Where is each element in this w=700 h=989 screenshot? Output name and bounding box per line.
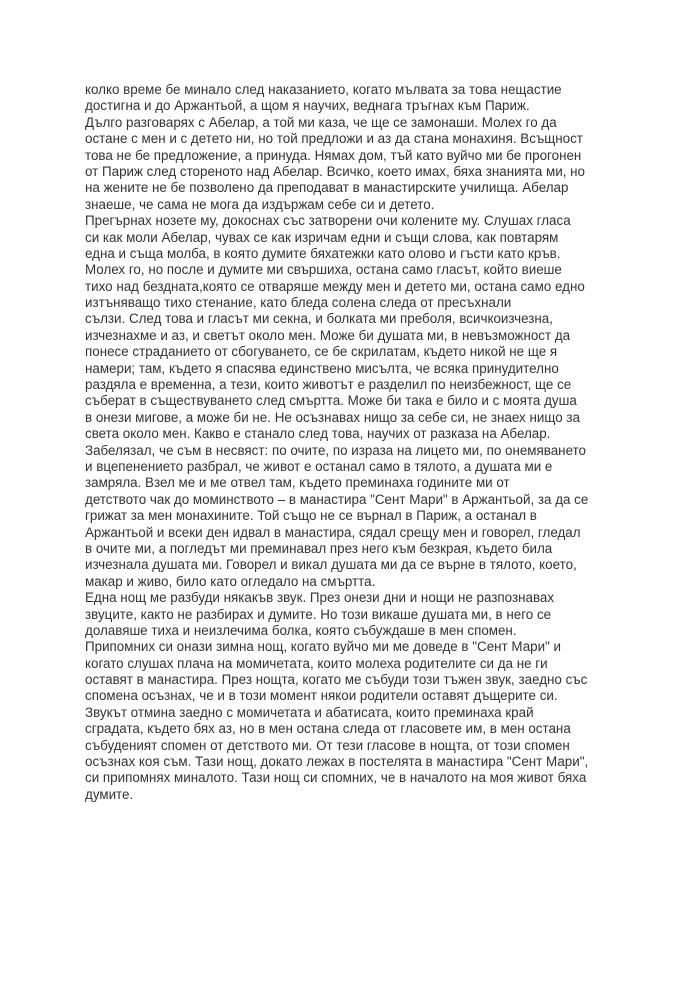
text-line: една и съща молба, в която думите бяхатежки като олово и гъсти като кръв. — [85, 245, 561, 261]
text-line: това не бе предложение, а принуда. Нямах дом, тъй като вуйчо ми бе прогонен — [85, 147, 582, 163]
text-line: от Париж след стореното над Абелар. Всичко, което имах, бяха знанията ми, но — [85, 163, 585, 179]
text-line: долавяше тиха и неизлечима болка, която събуждаше в мен спомен. — [85, 622, 517, 638]
text-line: осъзнах коя съм. Тази нощ, докато лежах в постелята в манастира "Сент Мари", — [85, 754, 589, 770]
text-line: Една нощ ме разбуди някакъв звук. През онези дни и нощи не разпознавах — [85, 590, 555, 606]
text-line: в онези мигове, а може би не. Не осъзнавах нищо за себе си, не знаех нищо за — [85, 409, 580, 425]
text-line: макар и живо, било като огледало на смъртта. — [85, 573, 376, 589]
text-line: детството чак до моминството – в манастира "Сент Мари" в Аржантьой, за да се — [85, 491, 589, 507]
text-line: знаеше, че сама не мога да издържам себе си и детето. — [85, 196, 435, 212]
text-line: тихо над бездната,която се отваряше между мен и детето ми, остана само едно — [85, 278, 585, 294]
text-line: сълзи. След това и гласът ми секна, и болката ми преболя, всичкоизчезна, — [85, 311, 553, 327]
text-line: изтъняващо тихо стенание, като бледа солена следа от пресъхнали — [85, 295, 512, 311]
text-line: грижат за мен монахините. Той също не се върнал в Париж, а останал в — [85, 508, 537, 524]
text-line: света около мен. Какво е станало след това, научих от разказа на Абелар. — [85, 426, 551, 442]
text-line: изчезнахме и аз, и светът около мен. Може би душата ми, в невъзможност да — [85, 327, 571, 343]
text-line: Дълго разговарях с Абелар, а той ми каза, че ще се замонаши. Молех го да — [85, 114, 557, 130]
text-line: Припомних си онази зимна нощ, когато вуйчо ми ме доведе в "Сент Мари" и — [85, 639, 562, 655]
text-line: замряла. Взел ме и ме отвел там, където преминаха годините ми от — [85, 475, 510, 491]
text-line: на жените не бе позволено да преподават в манастирските училища. Абелар — [85, 180, 569, 196]
text-line: Звукът отмина заедно с момичетата и абатисата, които преминаха край — [85, 704, 534, 720]
text-line: думите. — [85, 786, 134, 802]
text-line: достигна и до Аржантьой, а щом я научих, веднага тръгнах към Париж. — [85, 98, 530, 114]
text-line: спомена осъзнах, че и в този момент някои родители оставят дъщерите си. — [85, 688, 558, 704]
text-line: си припомнях миналото. Тази нощ си спомних, че в началото на моя живот бяха — [85, 770, 587, 786]
text-line: понесе страданието от сбогуването, се бе скрилатам, където никой не ще я — [85, 344, 558, 360]
text-line: раздяла е временна, а тези, които животът е разделил по неизбежност, ще се — [85, 377, 572, 393]
text-line: Прегърнах нозете му, докоснах със затворени очи колените му. Слушах гласа — [85, 213, 571, 229]
text-line: си как моли Абелар, чувах се как изричам едни и същи слова, как повтарям — [85, 229, 559, 245]
text-line: оставят в манастира. През нощта, когато ме събуди този тъжен звук, заедно със — [85, 672, 588, 688]
text-line: звуците, както не разбирах и думите. Но този викаше душата ми, в него се — [85, 606, 552, 622]
text-line: колко време бе минало след наказанието, когато мълвата за това нещастие — [85, 82, 562, 97]
document-body-text — [85, 82, 625, 803]
text-line: събуденият спомен от детството ми. От тези гласове в нощта, от този спомен — [85, 737, 570, 753]
text-line: сградата, където бях аз, но в мен остана следа от гласовете им, в мен остана — [85, 721, 571, 737]
text-line: когато слушах плача на момичетата, които молеха родителите си да не ги — [85, 655, 548, 671]
text-line: Забелязал, че съм в несвяст: по очите, по израза на лицето ми, по онемяването — [85, 442, 586, 458]
text-line: намери; там, където я спасява единствено мисълта, че всяка принудително — [85, 360, 559, 376]
text-line: Молех го, но после и думите ми свършиха, остана само гласът, който виеше — [85, 262, 562, 278]
text-line: в очите ми, а погледът ми преминавал през него към безкрая, където била — [85, 540, 553, 556]
text-line: изчезнала душата ми. Говорел и викал душата ми да се върне в тялото, което, — [85, 557, 577, 573]
text-line: остане с мен и с детето ни, но той предложи и аз да стана монахиня. Всъщност — [85, 131, 583, 147]
text-line: Аржантьой и всеки ден идвал в манастира, сядал срещу мен и говорел, гледал — [85, 524, 581, 540]
text-line: и вцепенението разбрал, че живот е останал само в тялото, а душата ми е — [85, 458, 553, 474]
text-line: съберат в съществуването след смъртта. Може би така е било и с моята душа — [85, 393, 577, 409]
